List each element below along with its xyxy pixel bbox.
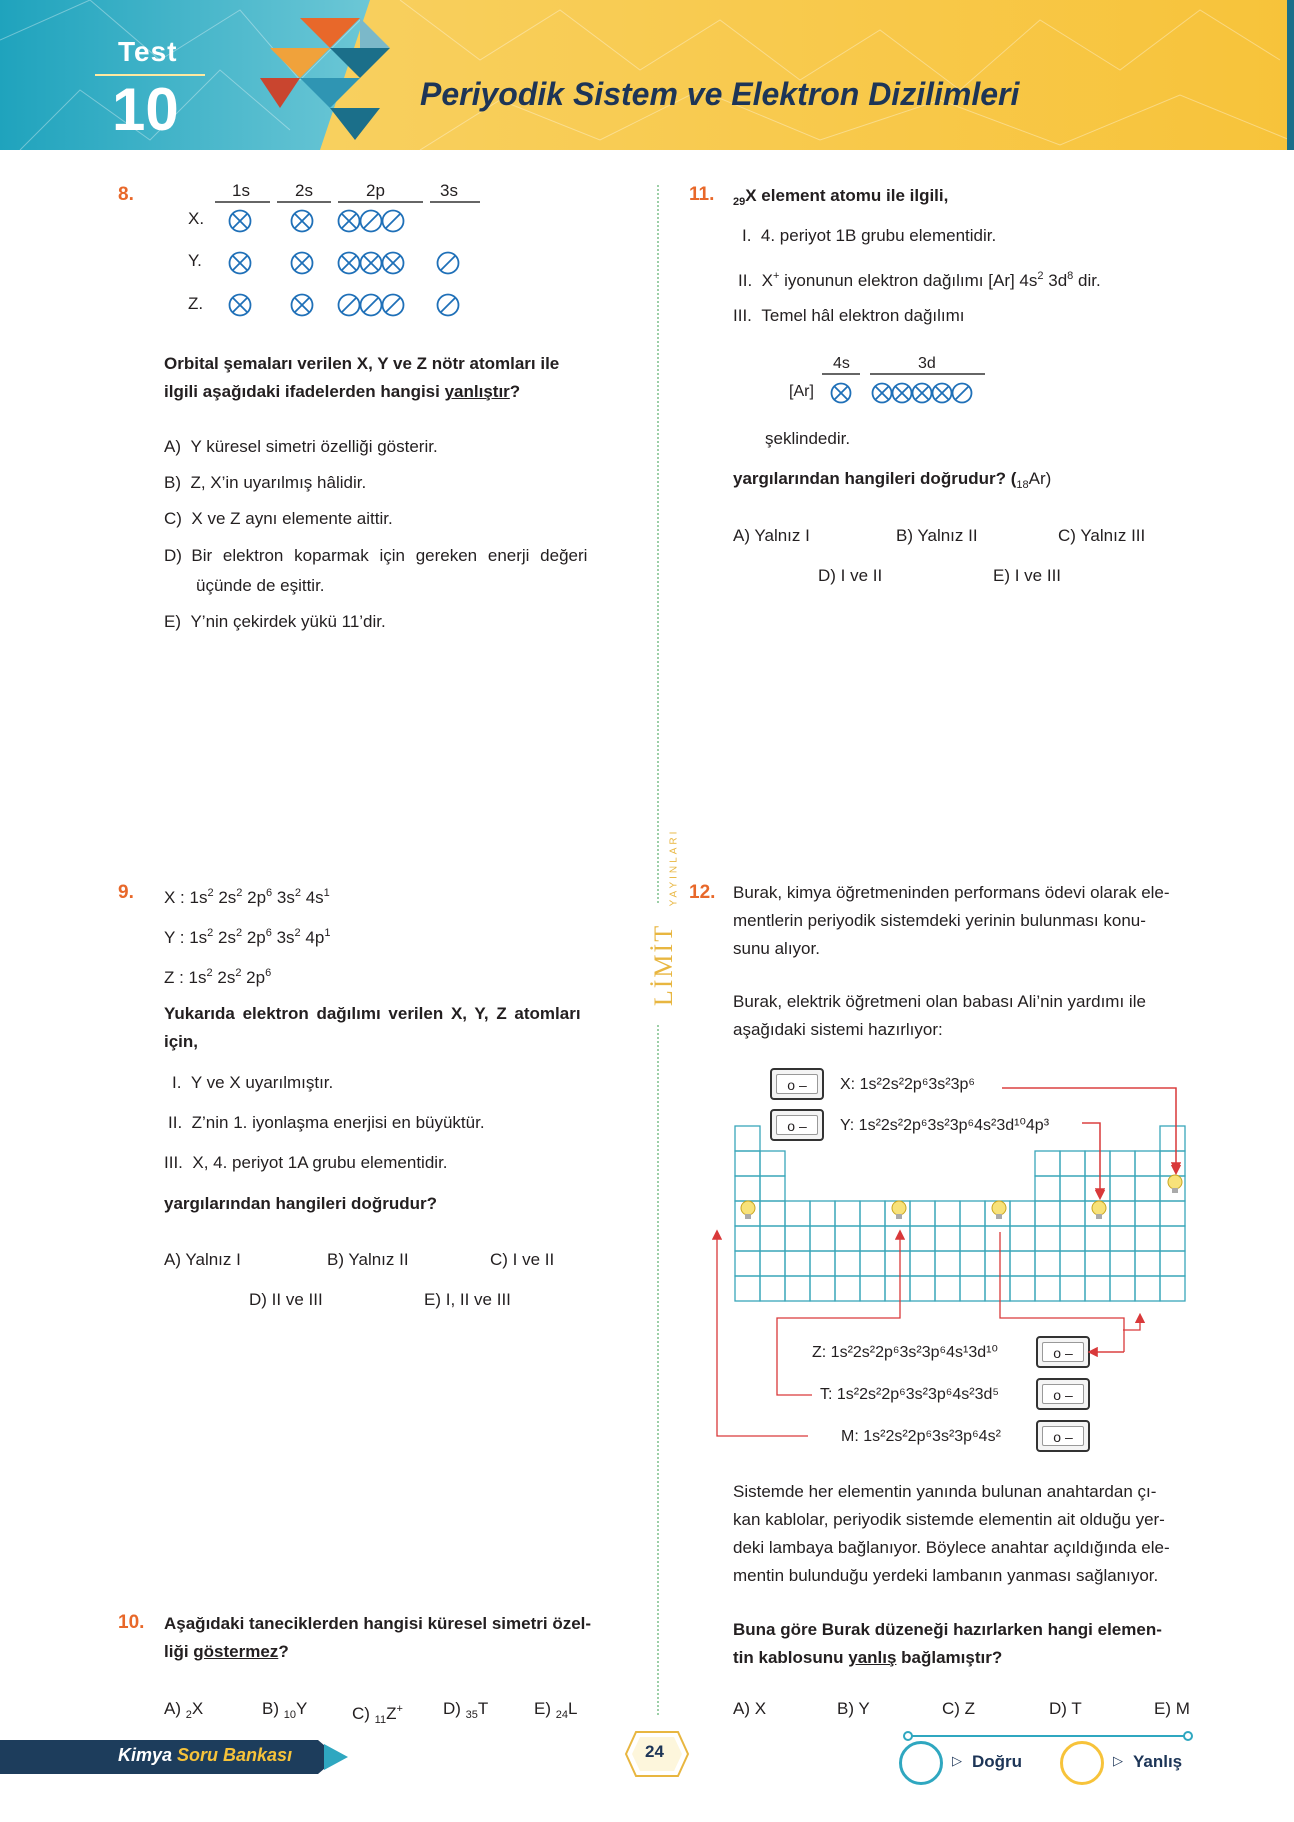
q12-para1-line2: mentlerin periyodik sistemdeki yerinin bulunması konu- [733, 911, 1146, 930]
q10-stem-negation: göstermez [193, 1642, 279, 1661]
bulb-icon [991, 1200, 1007, 1222]
periodic-cell [1160, 1251, 1185, 1276]
element-m-config: M: 1s²2s²2p⁶3s²3p⁶4s² [841, 1428, 1001, 1445]
periodic-cell [1085, 1151, 1110, 1176]
q9-config-y: Y : $1s^2$ $2s^2$ $2p^6$ $3s^2$ $4p^1$ [164, 927, 331, 947]
q10-option-d[interactable]: D) $_{35}$T [443, 1699, 489, 1721]
q11-option-a[interactable]: A) Yalnız I [733, 526, 810, 545]
periodic-cell [835, 1201, 860, 1226]
periodic-cell [1035, 1251, 1060, 1276]
q9-option-d[interactable]: D) II ve III [249, 1290, 323, 1309]
q8-stem-text: ilgili aşağıdaki ifadelerden hangisi [164, 382, 445, 401]
q12-option-d[interactable]: D) T [1049, 1699, 1082, 1718]
q12-para3-line3: deki lambaya bağlanıyor. Böylece anahtar açıldığında ele- [733, 1538, 1170, 1557]
q11-option-c[interactable]: C) Yalnız III [1058, 526, 1146, 545]
element-y-config: Y: 1s²2s²2p⁶3s²3p⁶4s²3d¹⁰4p³ [840, 1117, 1050, 1134]
q8-row-y: Y. [188, 251, 202, 270]
q10-option-b[interactable]: B) $_{10}$Y [262, 1699, 308, 1721]
periodic-cell [810, 1276, 835, 1301]
q11-option-b[interactable]: B) Yalnız II [896, 526, 978, 545]
test-number: 10 [112, 76, 179, 143]
periodic-cell [1135, 1251, 1160, 1276]
periodic-cell [760, 1276, 785, 1301]
periodic-cell [985, 1276, 1010, 1301]
q12-option-a[interactable]: A) X [733, 1699, 767, 1718]
element-x-config: X: 1s²2s²2p⁶3s²3p⁶ [840, 1076, 976, 1093]
correct-play-icon: ▷ [952, 1753, 962, 1768]
q11-orbital-diagram [822, 372, 987, 408]
q12-para1-line1: Burak, kimya öğretmeninden performans ödevi olarak ele- [733, 883, 1170, 902]
periodic-cell [1035, 1176, 1060, 1201]
header-banner [0, 0, 1294, 150]
periodic-cell [1160, 1276, 1185, 1301]
q11-option-e[interactable]: E) I ve III [993, 566, 1062, 585]
q9-question: yargılarından hangileri doğrudur? [164, 1194, 437, 1213]
q11-option-d[interactable]: D) I ve II [818, 566, 883, 585]
q9-option-c[interactable]: C) I ve II [490, 1250, 555, 1269]
periodic-cell [960, 1276, 985, 1301]
q10-option-e[interactable]: E) $_{24}$L [534, 1699, 578, 1721]
periodic-cell [835, 1276, 860, 1301]
periodic-cell [1110, 1151, 1135, 1176]
q10-stem-line1: Aşağıdaki taneciklerden hangisi küresel simetri özel- [164, 1614, 592, 1633]
periodic-cell [735, 1276, 760, 1301]
periodic-cell [1035, 1276, 1060, 1301]
q8-option-c[interactable]: C) X ve Z aynı elemente aittir. [164, 509, 393, 528]
wrong-answer-circle[interactable] [1060, 1741, 1104, 1785]
periodic-cell [860, 1251, 885, 1276]
periodic-cell [1160, 1151, 1185, 1176]
q8-number: 8. [118, 184, 134, 205]
q12-question-line1: Buna göre Burak düzeneği hazırlarken hangi elemen- [733, 1620, 1162, 1639]
periodic-cell [1035, 1201, 1060, 1226]
periodic-cell [910, 1251, 935, 1276]
periodic-cell [1135, 1226, 1160, 1251]
q9-stem-line1: Yukarıda elektron dağılımı verilen X, Y, Z atomları [164, 1004, 581, 1023]
q8-stem-line2 [164, 381, 520, 403]
periodic-cell [1060, 1251, 1085, 1276]
q10-stem-line2: liği göstermez? [164, 1642, 289, 1661]
periodic-cell [735, 1176, 760, 1201]
q11-diagram-ar: [Ar] [789, 383, 814, 400]
q11-diagram-3d: 3d [918, 355, 936, 372]
q8-option-d-cont: üçünde de eşittir. [196, 576, 325, 595]
switch-x[interactable]: o – [770, 1068, 824, 1100]
periodic-cell [1110, 1276, 1135, 1301]
periodic-cell [885, 1276, 910, 1301]
periodic-cell [1035, 1151, 1060, 1176]
wrong-play-icon: ▷ [1113, 1753, 1123, 1768]
correct-answer-circle[interactable] [899, 1741, 943, 1785]
periodic-cell [860, 1276, 885, 1301]
periodic-cell [1010, 1201, 1035, 1226]
periodic-cell [1010, 1276, 1035, 1301]
q11-item-3: III. Temel hâl elektron dağılımı [733, 306, 965, 325]
periodic-cell [885, 1226, 910, 1251]
q9-item-1: I. Y ve X uyarılmıştır. [172, 1073, 334, 1092]
q9-item-3: III. X, 4. periyot 1A grubu elementidir. [164, 1153, 448, 1172]
periodic-cell [785, 1226, 810, 1251]
q9-stem-line2: için, [164, 1032, 199, 1051]
periodic-cell [910, 1276, 935, 1301]
periodic-cell [910, 1201, 935, 1226]
periodic-cell [1135, 1151, 1160, 1176]
brand-sub: YAYINLARI [669, 818, 680, 918]
periodic-cell [860, 1226, 885, 1251]
footer-book-title: Kimya Soru Bankası [118, 1745, 293, 1765]
q12-para3-line4: mentin bulunduğu yerdeki lambanın yanması sağlanıyor. [733, 1566, 1159, 1585]
element-z-config: Z: 1s²2s²2p⁶3s²3p⁶4s¹3d¹⁰ [812, 1344, 998, 1361]
correct-label: Doğru [972, 1752, 1023, 1771]
periodic-cell [810, 1201, 835, 1226]
brand-name: LİMİT [649, 905, 679, 1025]
bulb-icon [740, 1200, 756, 1222]
bulb-icon [1167, 1174, 1183, 1196]
q8-stem-line1: Orbital şemaları verilen X, Y ve Z nötr atomları ile [164, 354, 560, 373]
periodic-cell [835, 1251, 860, 1276]
periodic-cell [785, 1276, 810, 1301]
periodic-cell [835, 1226, 860, 1251]
periodic-cell [1110, 1176, 1135, 1201]
periodic-cell [735, 1151, 760, 1176]
q12-option-b[interactable]: B) Y [837, 1699, 870, 1718]
q8-option-a[interactable]: A) Y küresel simetri özelliği gösterir. [164, 437, 438, 456]
q8-col-3s: 3s [440, 181, 458, 200]
periodic-cell [1085, 1251, 1110, 1276]
periodic-cell [735, 1251, 760, 1276]
periodic-cell [1110, 1201, 1135, 1226]
test-label: Test [118, 36, 178, 67]
switch-t[interactable]: o – [1036, 1378, 1090, 1410]
periodic-cell [760, 1151, 785, 1176]
footer-book-tag [0, 1738, 340, 1772]
page-title: Periyodik Sistem ve Elektron Dizilimleri [420, 76, 1020, 112]
q10-option-c[interactable]: C) $_{11}$Z+ [352, 1703, 403, 1726]
periodic-cell [785, 1201, 810, 1226]
q12-option-c[interactable]: C) Z [942, 1699, 976, 1718]
q12-para2-line1: Burak, elektrik öğretmeni olan babası Ali’nin yardımı ile [733, 992, 1146, 1011]
periodic-cell [1060, 1201, 1085, 1226]
periodic-cell [935, 1251, 960, 1276]
periodic-cell [1160, 1226, 1185, 1251]
periodic-cell [1135, 1176, 1160, 1201]
periodic-cell [960, 1251, 985, 1276]
periodic-cell [1060, 1226, 1085, 1251]
q8-option-e[interactable]: E) Y’nin çekirdek yükü 11’dir. [164, 612, 386, 631]
q8-orbital-diagram [225, 205, 465, 325]
periodic-cell [760, 1226, 785, 1251]
q12-number: 12. [689, 882, 716, 903]
periodic-cell [1010, 1251, 1035, 1276]
periodic-cell [910, 1226, 935, 1251]
periodic-cell [1160, 1126, 1185, 1151]
periodic-cell [1060, 1151, 1085, 1176]
periodic-cell [785, 1251, 810, 1276]
q9-item-2: II. Z’nin 1. iyonlaşma enerjisi en büyüktür. [168, 1113, 485, 1132]
periodic-cell [935, 1276, 960, 1301]
q10-number: 10. [118, 1612, 145, 1633]
periodic-cell [985, 1226, 1010, 1251]
periodic-cell [760, 1201, 785, 1226]
q10-option-a[interactable]: A) $_2$X [164, 1699, 204, 1721]
q8-col-2s: 2s [295, 181, 313, 200]
periodic-cell [860, 1201, 885, 1226]
element-t-config: T: 1s²2s²2p⁶3s²3p⁶4s²3d⁵ [820, 1386, 999, 1403]
periodic-cell [1010, 1226, 1035, 1251]
periodic-cell [960, 1226, 985, 1251]
q8-col-2p: 2p [366, 181, 385, 200]
q8-row-z: Z. [188, 294, 204, 313]
switch-z[interactable]: o – [1036, 1336, 1090, 1368]
periodic-cell [1035, 1226, 1060, 1251]
periodic-cell [810, 1251, 835, 1276]
q11-item-3-end: şeklindedir. [765, 429, 851, 448]
q11-stem: $_{29}$X element atomu ile ilgili, [733, 186, 949, 208]
periodic-cell [1085, 1226, 1110, 1251]
q8-stem-negation: yanlıştır [444, 382, 510, 401]
bulb-icon [1091, 1200, 1107, 1222]
periodic-cell [760, 1176, 785, 1201]
q11-diagram-4s: 4s [833, 355, 850, 372]
q8-option-d[interactable]: D) Bir elektron koparmak için gereken enerji değeri [164, 546, 588, 565]
q9-config-z: Z : $1s^2$ $2s^2$ $2p^6$ [164, 967, 272, 987]
q9-option-b[interactable]: B) Yalnız II [327, 1250, 409, 1269]
q8-row-x: X. [188, 209, 205, 228]
periodic-cell [1110, 1251, 1135, 1276]
q12-para2-line2: aşağıdaki sistemi hazırlıyor: [733, 1020, 943, 1039]
q9-config-x: X : $1s^2$ $2s^2$ $2p^6$ $3s^2$ $4s^1$ [164, 887, 330, 907]
periodic-cell [1160, 1201, 1185, 1226]
q12-negation: yanlış [848, 1648, 897, 1667]
periodic-cell [735, 1226, 760, 1251]
periodic-cell [1135, 1276, 1160, 1301]
q9-option-e[interactable]: E) I, II ve III [424, 1290, 511, 1309]
periodic-cell [1110, 1226, 1135, 1251]
q12-para3-line2: kan kablolar, periyodik sistemde elementin ait olduğu yer- [733, 1510, 1165, 1529]
q11-number: 11. [689, 184, 715, 205]
periodic-cell [810, 1226, 835, 1251]
periodic-cell [960, 1201, 985, 1226]
q8-header-lines [215, 200, 480, 204]
q12-question-line2: tin kablosunu yanlış bağlamıştır? [733, 1648, 1003, 1667]
periodic-cell [1060, 1276, 1085, 1301]
q8-stem-end: ? [509, 382, 521, 401]
q11-item-2: II. X+ iyonunun elektron dağılımı [Ar] $4s^2$ $3d^8$ dir. [738, 270, 1101, 290]
periodic-cell [985, 1251, 1010, 1276]
periodic-cell [935, 1201, 960, 1226]
brand-watermark [644, 828, 680, 1050]
q8-option-b[interactable]: B) Z, X’in uyarılmış hâlidir. [164, 473, 367, 492]
periodic-cell [935, 1226, 960, 1251]
periodic-cell [1085, 1276, 1110, 1301]
wrong-label: Yanlış [1133, 1752, 1183, 1771]
q11-question: yargılarından hangileri doğrudur? $(_{18}Ar)$ [733, 469, 1052, 491]
q9-option-a[interactable]: A) Yalnız I [164, 1250, 241, 1269]
switch-m[interactable]: o – [1036, 1420, 1090, 1452]
page-number: 24 [645, 1742, 664, 1761]
periodic-cell [885, 1251, 910, 1276]
periodic-cell [735, 1126, 760, 1151]
bulb-icon [891, 1200, 907, 1222]
q12-para1-line3: sunu alıyor. [733, 939, 820, 958]
periodic-cell [1085, 1176, 1110, 1201]
q12-option-e[interactable]: E) M [1154, 1699, 1190, 1718]
periodic-cell [1135, 1201, 1160, 1226]
periodic-cell [760, 1251, 785, 1276]
q9-number: 9. [118, 882, 134, 903]
switch-y[interactable]: o – [770, 1109, 824, 1141]
q12-para3-line1: Sistemde her elementin yanında bulunan anahtardan çı- [733, 1482, 1157, 1501]
q11-item-1: I. 4. periyot 1B grubu elementidir. [742, 226, 997, 245]
q8-col-1s: 1s [232, 181, 250, 200]
periodic-cell [1060, 1176, 1085, 1201]
